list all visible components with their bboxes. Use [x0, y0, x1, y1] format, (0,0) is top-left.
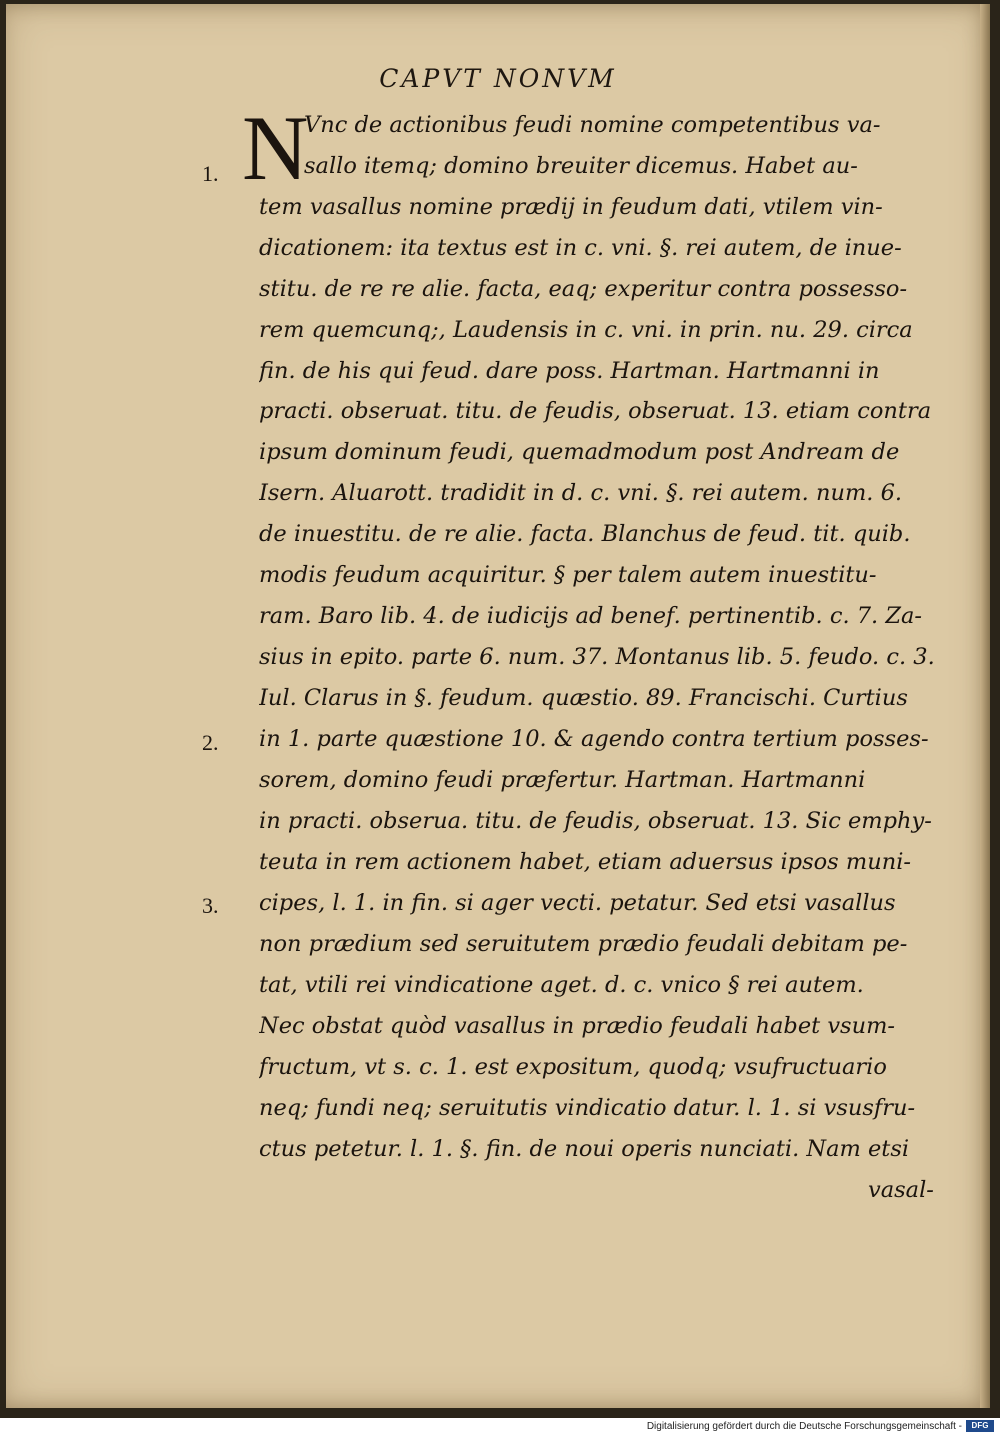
digitization-credit: Digitalisierung gefördert durch die Deutsche Forschungsgemeinschaft - [646, 1421, 962, 1432]
text-line-25: neq; fundi neq; seruitutis vindicatio datur. l. 1. si vsusfru- [259, 1095, 916, 1121]
text-line-10: Isern. Aluarott. tradidit in d. c. vni. §. rei autem. num. 6. [259, 480, 903, 506]
text-line-9: ipsum dominum feudi, quemadmodum post Andream de [259, 439, 900, 465]
text-line-17: sorem, domino feudi præfertur. Hartman. Hartmanni [259, 767, 866, 793]
text-line-27: vasal- [868, 1177, 934, 1203]
text-line-26: ctus petetur. l. 1. §. fin. de noui operis nunciati. Nam etsi [259, 1136, 910, 1162]
book-page [6, 4, 990, 1408]
text-line-21: non prædium sed seruitutem prædio feudali debitam pe- [259, 931, 908, 957]
text-line-24: fructum, vt s. c. 1. est expositum, quodq; vsufructuario [259, 1054, 887, 1080]
text-line-11: de inuestitu. de re alie. facta. Blanchus de feud. tit. quib. [259, 521, 911, 547]
text-line-5: stitu. de re re alie. facta, eaq; experitur contra possesso- [259, 276, 908, 302]
text-line-19: teuta in rem actionem habet, etiam aduersus ipsos muni- [259, 849, 911, 875]
text-line-15: Iul. Clarus in §. feudum. quæstio. 89. Francischi. Curtius [259, 685, 908, 711]
text-line-3: tem vasallus nomine prædij in feudum dati, vtilem vin- [259, 194, 883, 220]
text-line-2: sallo itemq; domino breuiter dicemus. Habet au- [304, 153, 858, 179]
text-line-8: practi. obseruat. titu. de feudis, obseruat. 13. etiam contra [259, 398, 932, 424]
text-line-1: Vnc de actionibus feudi nomine competentibus va- [304, 112, 881, 138]
margin-number-1: 1. [202, 161, 219, 186]
text-line-6: rem quemcunq;, Laudensis in c. vni. in prin. nu. 29. circa [259, 317, 913, 343]
dfg-logo: DFG [966, 1420, 994, 1432]
text-line-22: tat, vtili rei vindicatione aget. d. c. vnico § rei autem. [259, 972, 864, 998]
text-line-14: sius in epito. parte 6. num. 37. Montanus lib. 5. feudo. c. 3. [259, 644, 935, 670]
drop-cap-initial: N [242, 97, 309, 199]
margin-number-2: 2. [202, 730, 219, 755]
text-line-7: fin. de his qui feud. dare poss. Hartman. Hartmanni in [259, 358, 880, 384]
page-edge [980, 4, 990, 1408]
text-line-23: Nec obstat quòd vasallus in prædio feudali habet vsum- [259, 1013, 896, 1039]
text-line-12: modis feudum acquiritur. § per talem autem inuestitu- [259, 562, 877, 588]
text-line-13: ram. Baro lib. 4. de iudicijs ad benef. pertinentib. c. 7. Za- [259, 603, 923, 629]
text-line-4: dicationem: ita textus est in c. vni. §. rei autem, de inue- [259, 235, 902, 261]
text-line-18: in practi. obserua. titu. de feudis, obseruat. 13. Sic emphy- [259, 808, 932, 834]
chapter-heading: CAPVT NONVM [379, 64, 617, 93]
margin-number-3: 3. [202, 893, 219, 918]
text-line-20: cipes, l. 1. in fin. si ager vecti. petatur. Sed etsi vasallus [259, 890, 896, 916]
text-line-16: in 1. parte quæstione 10. & agendo contra tertium posses- [259, 726, 929, 752]
